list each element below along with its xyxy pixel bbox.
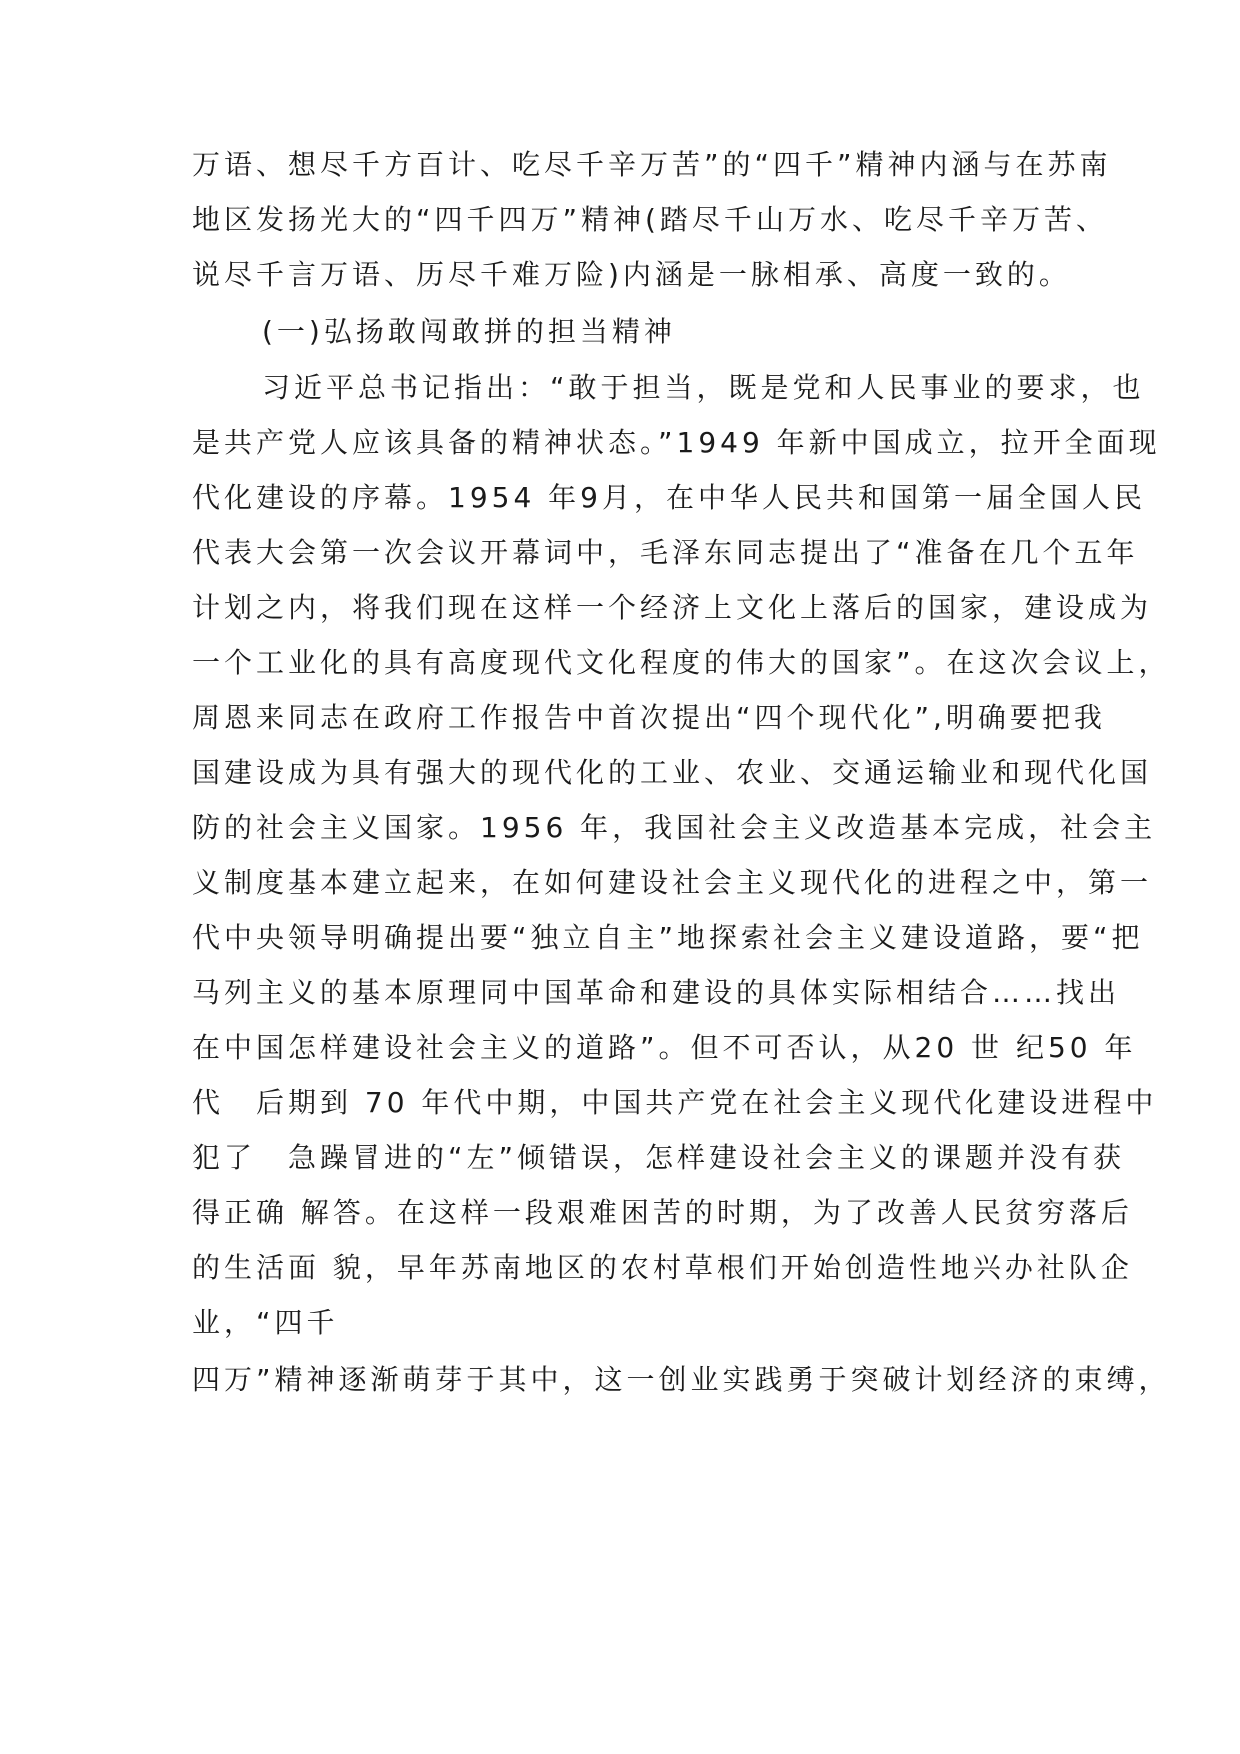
text-line-11: 周恩来同志在政府工作报告中首次提出“四个现代化”,明确要把我 (192, 701, 1106, 734)
text-line-22: 业，“四千 (192, 1306, 339, 1339)
text-line-3: 说尽千言万语、历尽千难万险)内涵是一脉相承、高度一致的。 (192, 258, 1071, 291)
text-line-13: 防的社会主义国家。1956 年，我国社会主义改造基本完成，社会主 (192, 811, 1157, 844)
text-line-21: 的生活面 貌，早年苏南地区的农村草根们开始创造性地兴办社队企 (192, 1251, 1133, 1284)
text-line-17: 在中国怎样建设社会主义的道路”。但不可否认，从20 世 纪50 年 (192, 1031, 1137, 1064)
text-line-8: 代表大会第一次会议开幕词中，毛泽东同志提出了“准备在几个五年 (192, 536, 1139, 569)
section-heading: (一)弘扬敢闯敢拼的担当精神 (262, 315, 676, 348)
text-line-19: 犯了 急躁冒进的“左”倾错误，怎样建设社会主义的课题并没有获 (192, 1141, 1126, 1174)
text-line-10: 一个工业化的具有高度现代文化程度的伟大的国家”。在这次会议上， (192, 646, 1171, 679)
text-line-15: 代中央领导明确提出要“独立自主”地探索社会主义建设道路，要“把 (192, 921, 1144, 954)
text-line-7: 代化建设的序幕。1954 年9月，在中华人民共和国第一届全国人民 (192, 481, 1146, 514)
text-line-14: 义制度基本建立起来，在如何建设社会主义现代化的进程之中，第一 (192, 866, 1153, 899)
text-line-16: 马列主义的基本原理同中国革命和建设的具体实际相结合……找出 (192, 976, 1121, 1009)
text-line-18: 代 后期到 70 年代中期，中国共产党在社会主义现代化建设进程中 (192, 1086, 1158, 1119)
text-line-5: 习近平总书记指出：“敢于担当，既是党和人民事业的要求，也 (262, 371, 1145, 404)
text-line-2: 地区发扬光大的“四千四万”精神(踏尽千山万水、吃尽千辛万苦、 (192, 203, 1108, 236)
text-line-20: 得正确 解答。在这样一段艰难困苦的时期，为了改善人民贫穷落后 (192, 1196, 1133, 1229)
text-line-9: 计划之内，将我们现在这样一个经济上文化上落后的国家，建设成为 (192, 591, 1153, 624)
text-line-23: 四万”精神逐渐萌芽于其中，这一创业实践勇于突破计划经济的束缚， (192, 1363, 1171, 1396)
text-line-1: 万语、想尽千方百计、吃尽千辛万苦”的“四千”精神内涵与在苏南 (192, 148, 1112, 181)
text-line-12: 国建设成为具有强大的现代化的工业、农业、交通运输业和现代化国 (192, 756, 1153, 789)
text-line-6: 是共产党人应该具备的精神状态。”1949 年新中国成立，拉开全面现 (192, 426, 1161, 459)
